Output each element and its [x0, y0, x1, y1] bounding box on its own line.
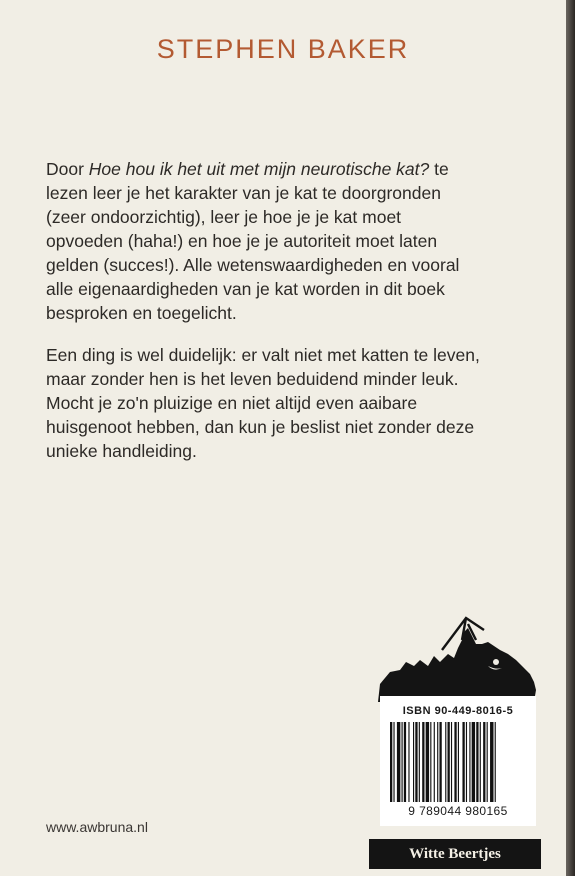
author-name: STEPHEN BAKER	[156, 34, 410, 64]
barcode-area	[380, 696, 536, 826]
bear-silhouette-icon	[376, 610, 536, 702]
blurb-paragraph-2	[46, 343, 546, 463]
isbn-number: ISBN 90-449-8016-5	[402, 705, 514, 717]
cover-edge	[566, 0, 575, 876]
blurb-rest: te lezen leer je het karakter van je kat te doorgronden (zeer ondoorzichtig), leer je hoe je je kat moet opvoeden (haha!) en hoe je je autoriteit moet laten gelden (succes!). Alle wetenswaardigheden en vooral alle eigenaardigheden van je kat worden in dit boek besproken en toegelicht.	[46, 159, 460, 323]
blurb-paragraph-1	[46, 157, 546, 325]
book-title-italic: Hoe hou ik het uit met mijn neurotische kat?	[88, 159, 430, 179]
publisher-website: www.awbruna.nl	[46, 819, 148, 835]
ean-number: 9 789044 980165	[408, 804, 508, 818]
barcode-icon	[388, 722, 532, 808]
blurb-text-2: Een ding is wel duidelijk: er valt niet met katten te leven, maar zonder hen is het leven beduidend minder leuk. Mocht je zo'n pluizige en niet altijd even aaibare huisgenoot hebben, dan kun je beslist niet zonder deze unieke handleiding.	[46, 345, 480, 461]
series-label: Witte Beertjes	[369, 839, 541, 869]
blurb-lead: Door	[46, 159, 89, 179]
